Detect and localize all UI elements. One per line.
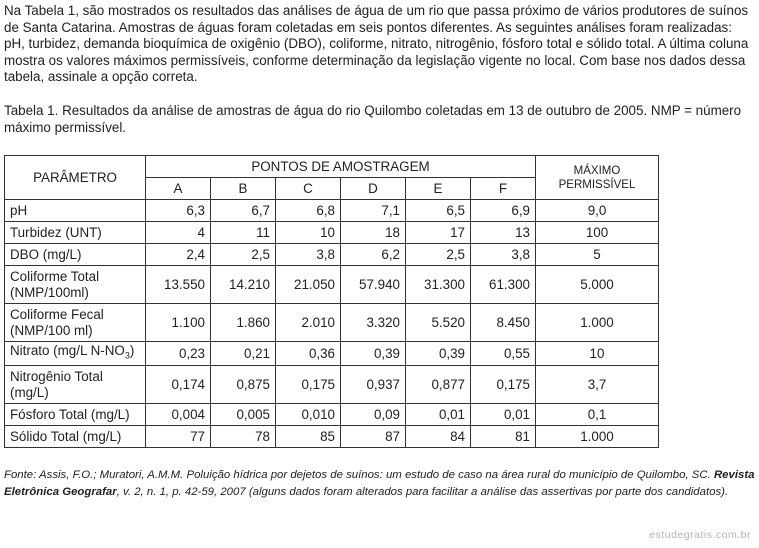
value-cell: 5.520 xyxy=(406,304,471,342)
table-row xyxy=(5,426,659,448)
value-cell: 61.300 xyxy=(471,266,536,304)
value-cell: 21.050 xyxy=(276,266,341,304)
value-cell: 0,39 xyxy=(406,342,471,366)
value-cell: 0,175 xyxy=(471,366,536,404)
value-cell: 13 xyxy=(471,222,536,244)
table-row xyxy=(5,304,659,342)
row-param: Turbidez (UNT) xyxy=(5,222,146,244)
value-cell: 0,01 xyxy=(406,404,471,426)
value-cell: 0,21 xyxy=(211,342,276,366)
value-cell: 85 xyxy=(276,426,341,448)
point-d-header: D xyxy=(341,178,406,200)
row-param-suffix: ) xyxy=(129,343,135,358)
point-f-header: F xyxy=(471,178,536,200)
row-param: pH xyxy=(5,200,146,222)
row-param-line1: Coliforme Fecal xyxy=(10,307,104,322)
value-cell: 2.010 xyxy=(276,304,341,342)
value-cell: 11 xyxy=(211,222,276,244)
value-cell: 3.320 xyxy=(341,304,406,342)
max-cell: 3,7 xyxy=(536,366,659,404)
value-cell: 13.550 xyxy=(146,266,211,304)
value-cell: 17 xyxy=(406,222,471,244)
value-cell: 2,4 xyxy=(146,244,211,266)
value-cell: 87 xyxy=(341,426,406,448)
row-param: Fósforo Total (mg/L) xyxy=(5,404,146,426)
row-param-line2: (mg/L) xyxy=(10,384,49,400)
row-param-line1: Coliforme Total xyxy=(10,269,100,284)
value-cell: 6,5 xyxy=(406,200,471,222)
max-cell: 0,1 xyxy=(536,404,659,426)
value-cell: 0,175 xyxy=(276,366,341,404)
value-cell: 6,9 xyxy=(471,200,536,222)
value-cell: 6,3 xyxy=(146,200,211,222)
value-cell: 6,7 xyxy=(211,200,276,222)
points-header: PONTOS DE AMOSTRAGEM xyxy=(146,156,536,178)
max-header-line1: MÁXIMO xyxy=(573,164,621,177)
value-cell: 1.860 xyxy=(211,304,276,342)
value-cell: 6,8 xyxy=(276,200,341,222)
source-part1: Fonte: Assis, F.O.; Muratori, A.M.M. Poluição hídrica por dejetos de suínos: um estudo de caso na área rural do município de Quilombo, SC. xyxy=(4,469,714,481)
value-cell: 0,36 xyxy=(276,342,341,366)
point-a-header: A xyxy=(146,178,211,200)
table-row xyxy=(5,366,659,404)
point-e-header: E xyxy=(406,178,471,200)
source-citation xyxy=(4,467,756,500)
value-cell: 0,01 xyxy=(471,404,536,426)
value-cell: 81 xyxy=(471,426,536,448)
value-cell: 78 xyxy=(211,426,276,448)
row-param xyxy=(5,304,146,342)
max-cell: 5 xyxy=(536,244,659,266)
max-cell: 100 xyxy=(536,222,659,244)
results-table xyxy=(4,155,659,448)
row-param-prefix: Nitrato (mg/L N-NO xyxy=(10,343,125,358)
table-row xyxy=(5,200,659,222)
value-cell: 0,09 xyxy=(341,404,406,426)
row-param: Sólido Total (mg/L) xyxy=(5,426,146,448)
row-param-line1: Nitrogênio Total xyxy=(10,369,103,385)
value-cell: 1.100 xyxy=(146,304,211,342)
max-header xyxy=(536,156,659,200)
value-cell: 57.940 xyxy=(341,266,406,304)
max-header-line2: PERMISSÍVEL xyxy=(558,178,636,191)
value-cell: 3,8 xyxy=(471,244,536,266)
table-row xyxy=(5,342,659,366)
value-cell: 2,5 xyxy=(406,244,471,266)
max-cell: 1.000 xyxy=(536,304,659,342)
row-param-line2: (NMP/100ml) xyxy=(10,284,89,300)
max-cell: 5.000 xyxy=(536,266,659,304)
point-b-header: B xyxy=(211,178,276,200)
intro-paragraph: Na Tabela 1, são mostrados os resultados das análises de água de um rio que passa próximo de vários produtores de suínos de Santa Catarina. Amostras de águas foram coletadas em seis pontos diferentes. As seguintes análises foram realizadas: pH, turbidez, demanda bioquímica de oxigênio (DBO), coliforme, nitrato, nitrogênio, fósforo total e sólido total. A última coluna mostra os valores máximos permissíveis, conforme determinação da legislação vigente no local. Com base nos dados dessa tabela, assinale a opção correta. xyxy=(4,3,749,85)
row-param-line2: (NMP/100 ml) xyxy=(10,322,93,338)
max-cell: 10 xyxy=(536,342,659,366)
value-cell: 14.210 xyxy=(211,266,276,304)
row-param xyxy=(5,366,146,404)
max-cell: 1.000 xyxy=(536,426,659,448)
value-cell: 18 xyxy=(341,222,406,244)
value-cell: 0,937 xyxy=(341,366,406,404)
table-row xyxy=(5,244,659,266)
row-param-sub: 3 xyxy=(124,350,130,361)
row-param: DBO (mg/L) xyxy=(5,244,146,266)
value-cell: 0,010 xyxy=(276,404,341,426)
value-cell: 7,1 xyxy=(341,200,406,222)
point-c-header: C xyxy=(276,178,341,200)
table-row xyxy=(5,222,659,244)
row-param xyxy=(5,266,146,304)
value-cell: 4 xyxy=(146,222,211,244)
value-cell: 0,55 xyxy=(471,342,536,366)
row-param xyxy=(5,342,146,366)
value-cell: 10 xyxy=(276,222,341,244)
value-cell: 0,875 xyxy=(211,366,276,404)
table-row xyxy=(5,404,659,426)
value-cell: 84 xyxy=(406,426,471,448)
value-cell: 6,2 xyxy=(341,244,406,266)
value-cell: 0,005 xyxy=(211,404,276,426)
watermark: estudegratis.com.br xyxy=(649,529,751,541)
value-cell: 0,004 xyxy=(146,404,211,426)
value-cell: 0,23 xyxy=(146,342,211,366)
value-cell: 2,5 xyxy=(211,244,276,266)
value-cell: 31.300 xyxy=(406,266,471,304)
value-cell: 0,174 xyxy=(146,366,211,404)
table-caption: Tabela 1. Resultados da análise de amostras de água do rio Quilombo coletadas em 13 de outubro de 2005. NMP = número máximo permissível. xyxy=(4,103,742,135)
source-journal: Revista Eletrônica Geografar xyxy=(4,469,755,498)
value-cell: 77 xyxy=(146,426,211,448)
value-cell: 0,877 xyxy=(406,366,471,404)
value-cell: 8.450 xyxy=(471,304,536,342)
table-row xyxy=(5,266,659,304)
source-part2: , v. 2, n. 1, p. 42-59, 2007 (alguns dados foram alterados para facilitar a análise das assertivas por parte dos candidatos). xyxy=(116,485,729,498)
max-cell: 9,0 xyxy=(536,200,659,222)
param-header: PARÂMETRO xyxy=(5,156,146,200)
value-cell: 3,8 xyxy=(276,244,341,266)
value-cell: 0,39 xyxy=(341,342,406,366)
